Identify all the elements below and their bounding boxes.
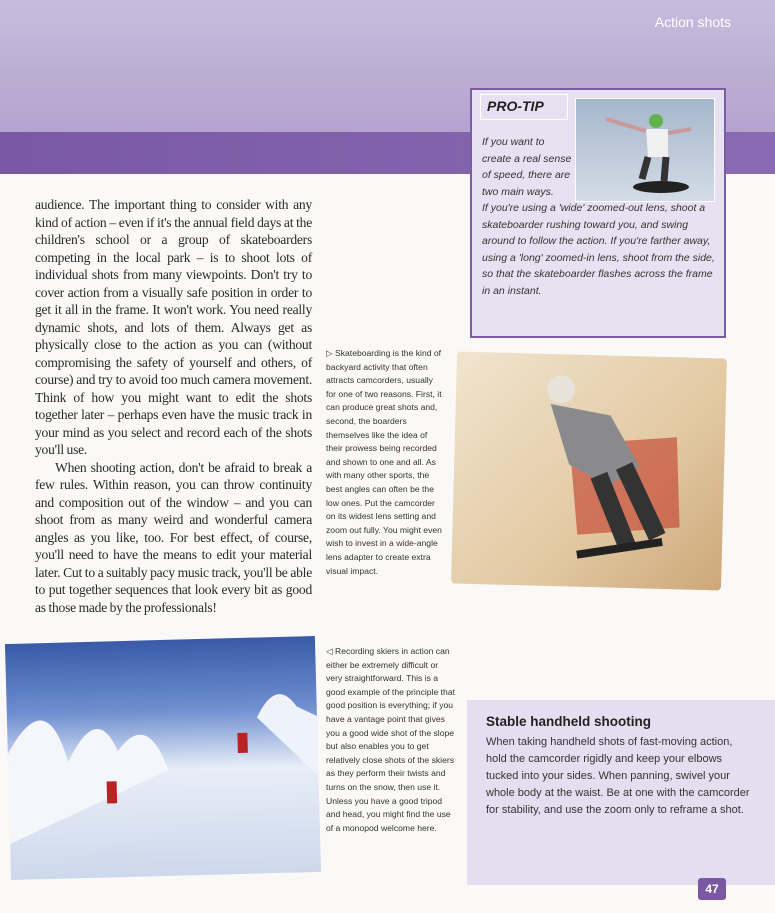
pro-tip-box xyxy=(470,88,726,338)
body-text xyxy=(35,196,312,616)
paragraph: When shooting action, don't be afraid to break a few rules. Within reason, you can throw continuity and composition out of the window – and you can shoot from as many weird and wonderful camera angles as you like, too. For best effect, of course, you'll need to have the means to edit your material later. Cut to a suitably pacy music track, you'll be able to put together sequences that look every bit as good as those made by the professionals! xyxy=(35,459,312,615)
sidebar-text: When taking handheld shots of fast-moving action, hold the camcorder rigidly and keep your elbows tucked into your sides. When panning, swivel your whole body at the waist. Be at one with the camcorder for stability, and use the zoom only to reframe a shot. xyxy=(486,736,750,816)
pro-tip-body: If you're using a 'wide' zoomed-out lens, shoot a skateboarder rushing toward you, and swing around to follow the action. If you're farther away, using a 'long' zoomed-in lens, shoot from the side, so that the skateboarder flashes across the frame in an instant. xyxy=(482,202,715,297)
paragraph: audience. The important thing to consider with any kind of action – even if it's the annual field days at the children's school or a group of skateboarders competing in the local park – is to shoot lots of individual shots from many viewpoints. Don't try to cover action from a visually safe position in order to get it all in the frame. It won't work. You need really dynamic shots, and lots of them. Always get as physically close to the action as you can (without compromising the safety of yourself and others, of course) and try to avoid too much camera movement. Think of how you might want to edit the shots together later – perhaps even have the music track in your mind as you select and record each of the shots you'll use. xyxy=(35,197,312,457)
section-title: Action shots xyxy=(654,14,731,30)
pro-tip-title: PRO-TIP xyxy=(480,94,568,120)
skateboarder-photo xyxy=(451,352,727,591)
ski-caption: ◁ Recording skiers in action can either be extremely difficult or very straightforward. This is a good example of the principle that good position is everything; if you have a vantage point that gives you a good wide shot of the slope but also enables you to get relatively close shots of the skiers as they perform their twists and turns on the snow, then use it. Unless you have a good tripod and head, you might find the use of a monopod welcome here. xyxy=(326,646,455,833)
pro-tip-text xyxy=(482,134,718,299)
skateboard-caption: ▷ Skateboarding is the kind of backyard activity that often attracts camcorders, usually for one of two reasons. First, it can produce great shots and, second, the boarders themselves like the idea of their prowess being recorded and shown to one and all. As with many other sports, the best angles can often be the low ones. Put the camcorder on its widest lens setting and zoom out fully. You might even wish to invest in a wide-angle lens adapter to create extra visual impact. xyxy=(326,348,442,576)
pro-tip-intro: If you want to create a real sense of speed, there are two main ways. xyxy=(482,136,572,198)
page-number: 47 xyxy=(698,878,726,900)
sidebar-title: Stable handheld shooting xyxy=(486,714,651,729)
skiers-photo xyxy=(5,636,321,880)
stable-handheld-box xyxy=(467,700,775,885)
